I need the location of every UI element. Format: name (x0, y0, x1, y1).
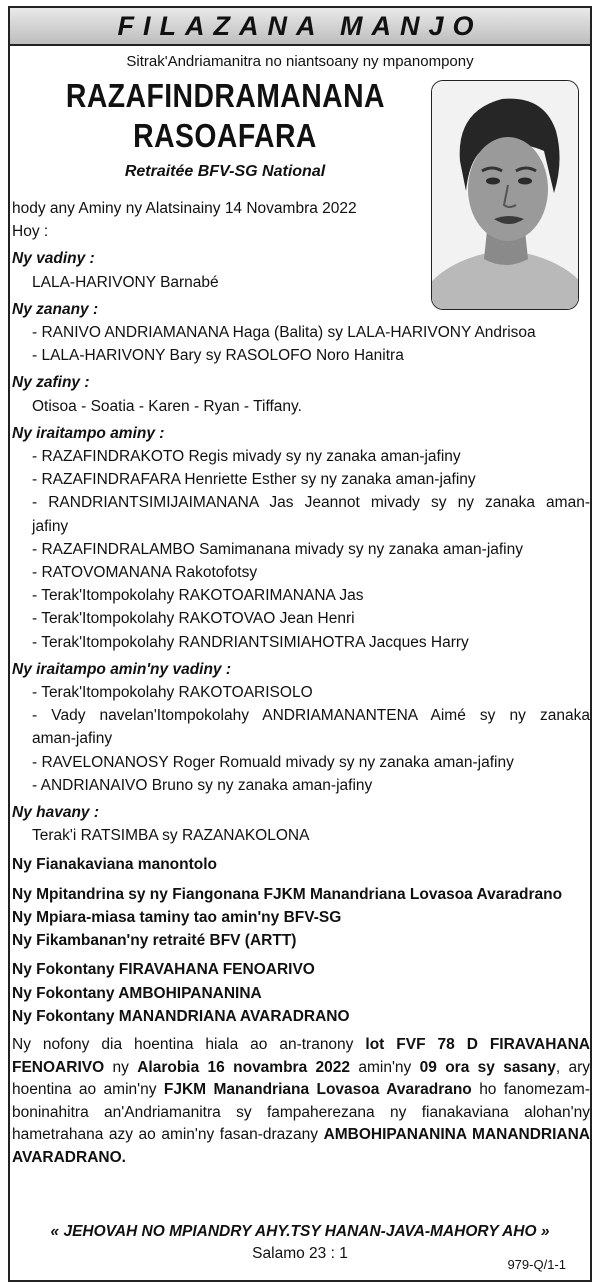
announcement-time: 09 ora sy sasany (419, 1058, 556, 1076)
list-item: - RAZAFINDRALAMBO Samimanana mivady sy ny zanaka aman-jafiny (32, 540, 523, 558)
notice-banner: FILAZANA MANJO (8, 6, 592, 46)
list-item: - RAZAFINDRAFARA Henriette Esther sy ny zanaka aman-jafiny (32, 471, 476, 489)
deceased-name-line1: RAZAFINDRAMANANA (65, 77, 385, 114)
scripture-quote: « JEHOVAH NO MPIANDRY AHY.TSY HANAN-JAVA-MAHORY AHO » (50, 1223, 550, 1240)
list-item: - Terak'Itompokolahy RANDRIANTSIMIAHOTRA Jacques Harry (32, 633, 469, 651)
list-item: - Terak'Itompokolahy RAKOTOARIMANANA Jas (32, 587, 364, 605)
intro-line: hody any Aminy ny Alatsinainy 14 Novambra 2022 (12, 200, 357, 217)
group-line: Ny Fokontany MANANDRIANA AVARADRANO (12, 1007, 350, 1025)
section-label-zanany: Ny zanany : (12, 300, 99, 318)
list-item: - Terak'Itompokolahy RAKOTOVAO Jean Henri (32, 610, 355, 628)
list-item: - RAVELONANOSY Roger Romuald mivady sy ny zanaka aman-jafiny (32, 753, 514, 771)
section-label-havany: Ny havany : (12, 804, 100, 822)
notice-code: 979-Q/1-1 (507, 1257, 566, 1272)
announcement-text: amin'ny (350, 1058, 420, 1076)
section-label-iraitampo-vadiny: Ny iraitampo amin'ny vadiny : (12, 660, 232, 678)
section-label-iraitampo: Ny iraitampo aminy : (12, 424, 165, 442)
list-item: - LALA-HARIVONY Bary sy RASOLOFO Noro Hanitra (32, 347, 404, 365)
list-item: - Terak'Itompokolahy RAKOTOARISOLO (32, 684, 313, 702)
list-item: - RANDRIANTSIMIJAIMANANA Jas Jeannot mivady sy ny zanaka aman- (32, 494, 590, 512)
list-item: Terak'i RATSIMBA sy RAZANAKOLONA (32, 827, 310, 845)
announcement-church: FJKM Manandriana Lovasoa Avaradrano (163, 1081, 472, 1099)
group-line: Ny Fianakaviana manontolo (12, 856, 217, 874)
announcement-text: ho fanomezam-boninahitra an'Andriamanitra sy fampaherezana ny fianakaviana alohan'ny hametrahana azy ao amin'ny fasan-drazany (12, 1081, 590, 1144)
list-item: LALA-HARIVONY Barnabé (32, 273, 219, 291)
list-item: - RANIVO ANDRIAMANANA Haga (Balita) sy LALA-HARIVONY Andrisoa (32, 324, 536, 342)
group-line: Ny Fokontany AMBOHIPANANINA (12, 984, 262, 1002)
intro-line: Hoy : (12, 223, 49, 241)
list-item: - Vady navelan'Itompokolahy ANDRIAMANANTENA Aimé sy ny zanaka (32, 707, 590, 725)
list-item: Otisoa - Soatia - Karen - Ryan - Tiffany. (32, 397, 302, 415)
section-label-vadiny: Ny vadiny : (12, 250, 95, 268)
group-line: Ny Fikambanan'ny retraité BFV (ARTT) (12, 932, 297, 950)
group-line: Ny Mpitandrina sy ny Fiangonana FJKM Manandriana Lovasoa Avaradrano (12, 885, 563, 903)
section-label-zafiny: Ny zafiny : (12, 374, 90, 392)
funeral-announcement (12, 1034, 590, 1170)
notice-subtitle: Sitrak'Andriamanitra no niantsoany ny mpanompony (126, 53, 474, 70)
list-item-continuation: aman-jafiny (32, 730, 113, 748)
deceased-role: Retraitée BFV-SG National (124, 163, 326, 180)
announcement-text: , ary hoentina ao amin'ny (12, 1058, 591, 1099)
announcement-address: lot FVF 78 D FIRAVAHANA FENOARIVO (12, 1035, 591, 1076)
announcement-burial-place: AMBOHIPANANINA MANANDRIANA AVARADRANO. (12, 1126, 590, 1166)
scripture-reference: Salamo 23 : 1 (252, 1245, 348, 1262)
list-item: - RATOVOMANANA Rakotofotsy (32, 564, 258, 582)
group-line: Ny Fokontany FIRAVAHANA FENOARIVO (12, 961, 315, 979)
group-line: Ny Mpiara-miasa taminy tao amin'ny BFV-SG (12, 908, 342, 926)
announcement-text: Ny nofony dia hoentina hiala ao an-tranony (12, 1035, 366, 1053)
deceased-name-line2: RASOAFARA (133, 117, 317, 154)
announcement-text: ny (104, 1058, 138, 1076)
list-item: - ANDRIANAIVO Bruno sy ny zanaka aman-jafiny (32, 776, 373, 794)
announcement-date: Alarobia 16 novambra 2022 (137, 1058, 351, 1076)
list-item: - RAZAFINDRAKOTO Regis mivady sy ny zanaka aman-jafiny (32, 448, 461, 466)
notice-body (12, 197, 590, 1169)
list-item-continuation: jafiny (32, 517, 69, 535)
